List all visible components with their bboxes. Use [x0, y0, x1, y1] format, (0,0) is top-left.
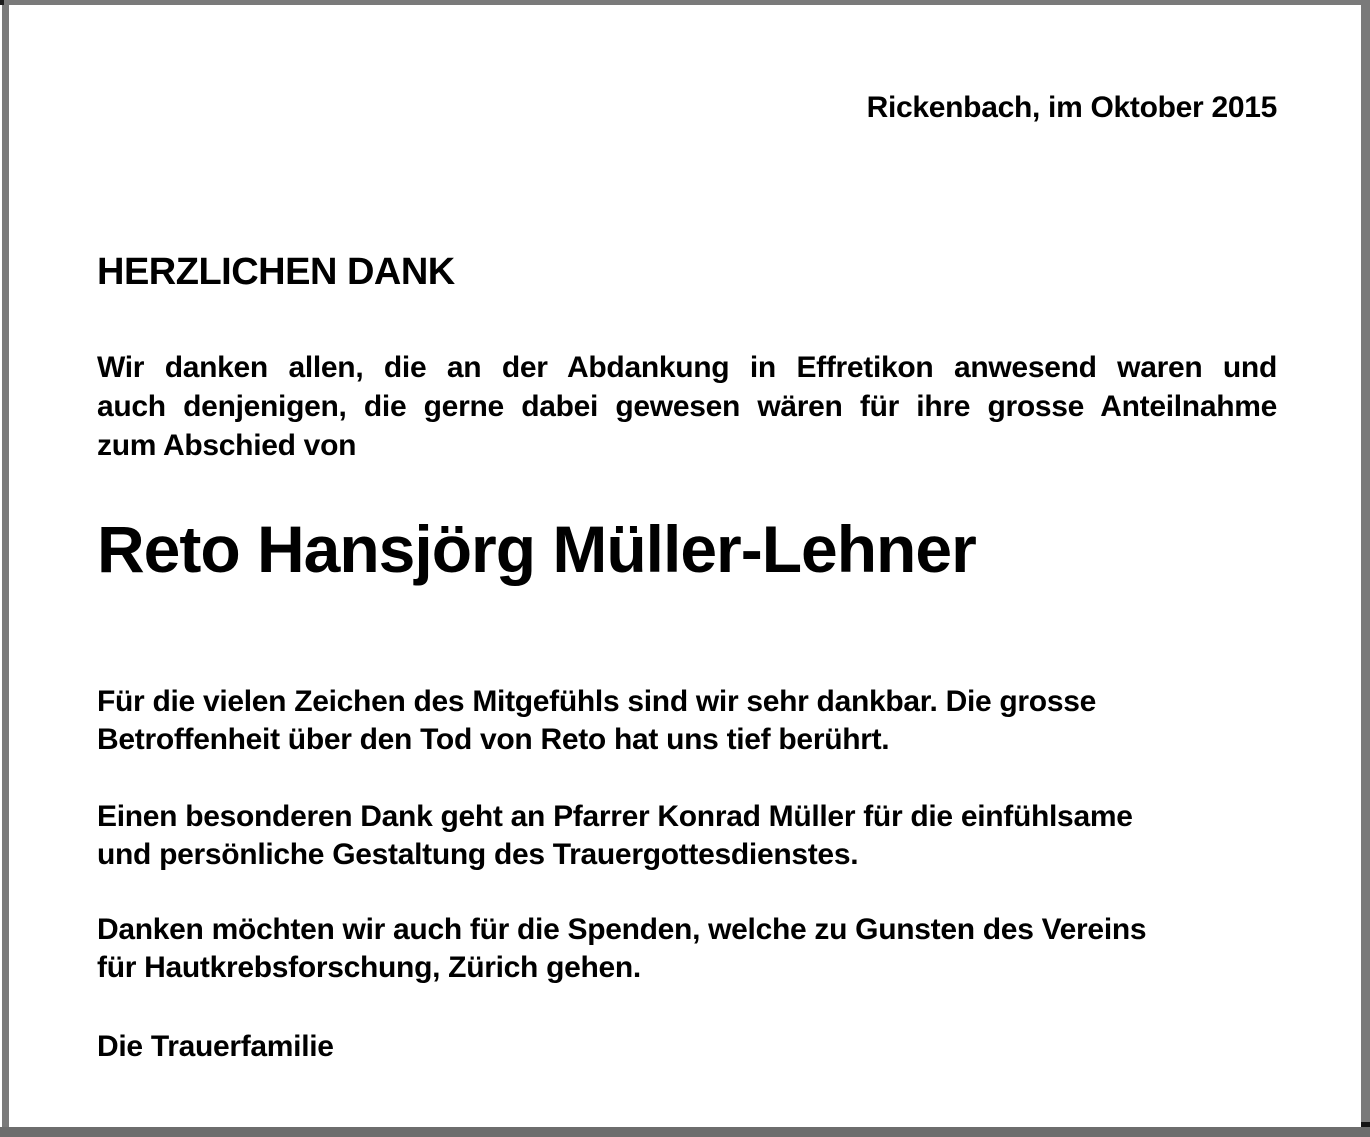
- frame-right-edge: [1361, 5, 1370, 1137]
- obituary-card: [9, 5, 1361, 1127]
- paragraph-line: und persönliche Gestaltung des Trauergottesdienstes.: [97, 838, 859, 871]
- thanks-paragraph-donations: [97, 911, 1277, 987]
- signature-trauerfamilie: Die Trauerfamilie: [97, 1030, 334, 1063]
- intro-paragraph: [97, 348, 1277, 465]
- intro-line-1: Wir danken allen, die an der Abdankung in Effretikon anwesend waren und: [97, 351, 1277, 384]
- dateline: Rickenbach, im Oktober 2015: [866, 91, 1277, 124]
- frame-bottom-right-accent: [1361, 1122, 1370, 1127]
- deceased-name: Reto Hansjörg Müller-Lehner: [97, 512, 976, 586]
- paragraph-line: Betroffenheit über den Tod von Reto hat uns tief berührt.: [97, 723, 890, 756]
- frame-left-edge: [2, 5, 9, 1127]
- thanks-paragraph-condolences: [97, 683, 1277, 759]
- paragraph-line: Für die vielen Zeichen des Mitgefühls sind wir sehr dankbar. Die grosse: [97, 685, 1096, 718]
- thanks-paragraph-pastor: [97, 798, 1277, 874]
- heading-herzlichen-dank: HERZLICHEN DANK: [97, 251, 455, 293]
- frame-bottom-edge: [0, 1127, 1370, 1137]
- paragraph-line: für Hautkrebsforschung, Zürich gehen.: [97, 951, 641, 984]
- paragraph-line: Danken möchten wir auch für die Spenden, welche zu Gunsten des Vereins: [97, 913, 1147, 946]
- intro-line-2: auch denjenigen, die gerne dabei gewesen wären für ihre grosse Anteilnahme: [97, 390, 1277, 423]
- card-content: [97, 5, 1277, 1127]
- paragraph-line: Einen besonderen Dank geht an Pfarrer Konrad Müller für die einfühlsame: [97, 800, 1133, 833]
- intro-line-3: zum Abschied von: [97, 429, 357, 462]
